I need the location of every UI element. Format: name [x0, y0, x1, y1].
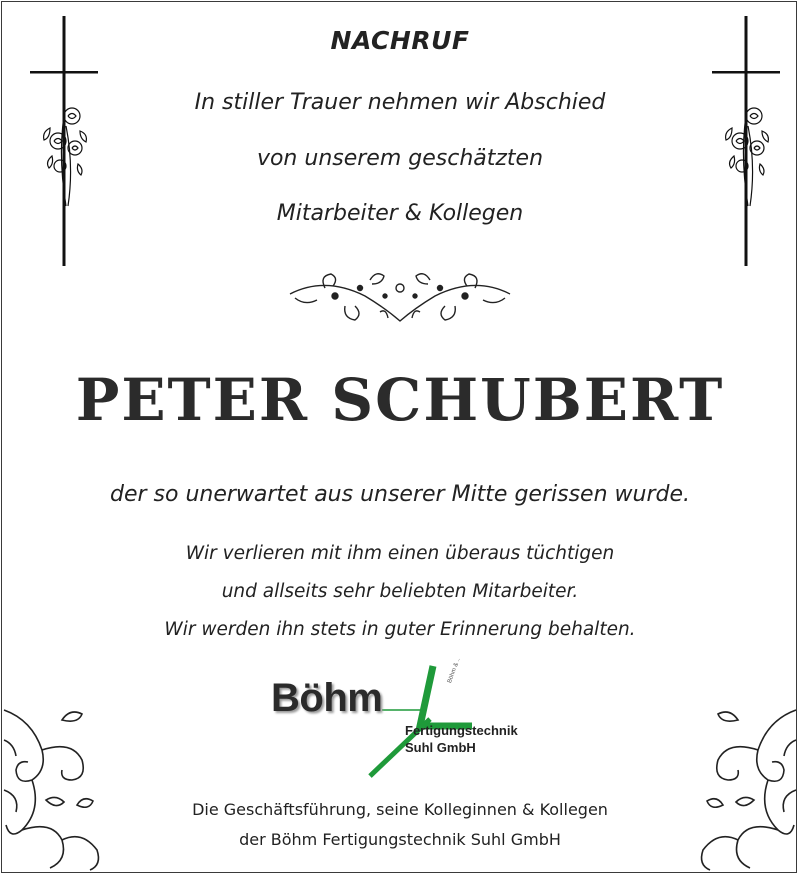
floral-ornament-icon [285, 266, 515, 330]
logo-line-1: Fertigungstechnik [405, 723, 518, 738]
intro-line-2: von unserem geschätzten [256, 146, 544, 171]
logo-line-2: Suhl GmbH [405, 740, 476, 755]
subline: der so unerwartet aus unserer Mitte gerissen wurde. [109, 482, 690, 507]
message-line-3: Wir werden ihn stets in guter Erinnerung behalten. [164, 619, 636, 640]
logo-small-text: Böhm & .. [447, 657, 462, 685]
signature-line-2: der Böhm Fertigungstechnik Suhl GmbH [239, 830, 561, 849]
logo-name: Böhm [271, 676, 383, 720]
message-line-2: und allseits sehr beliebten Mitarbeiter. [221, 581, 579, 602]
heading: NACHRUF [330, 26, 470, 55]
signature-line-1: Die Geschäftsführung, seine Kolleginnen & Kollegen [192, 800, 608, 819]
deceased-name: PETER SCHUBERT [75, 366, 725, 434]
intro-line-1: In stiller Trauer nehmen wir Abschied [194, 90, 606, 115]
message-line-1: Wir verlieren mit ihm einen überaus tüchtigen [185, 543, 615, 564]
intro-line-3: Mitarbeiter & Kollegen [276, 201, 524, 226]
